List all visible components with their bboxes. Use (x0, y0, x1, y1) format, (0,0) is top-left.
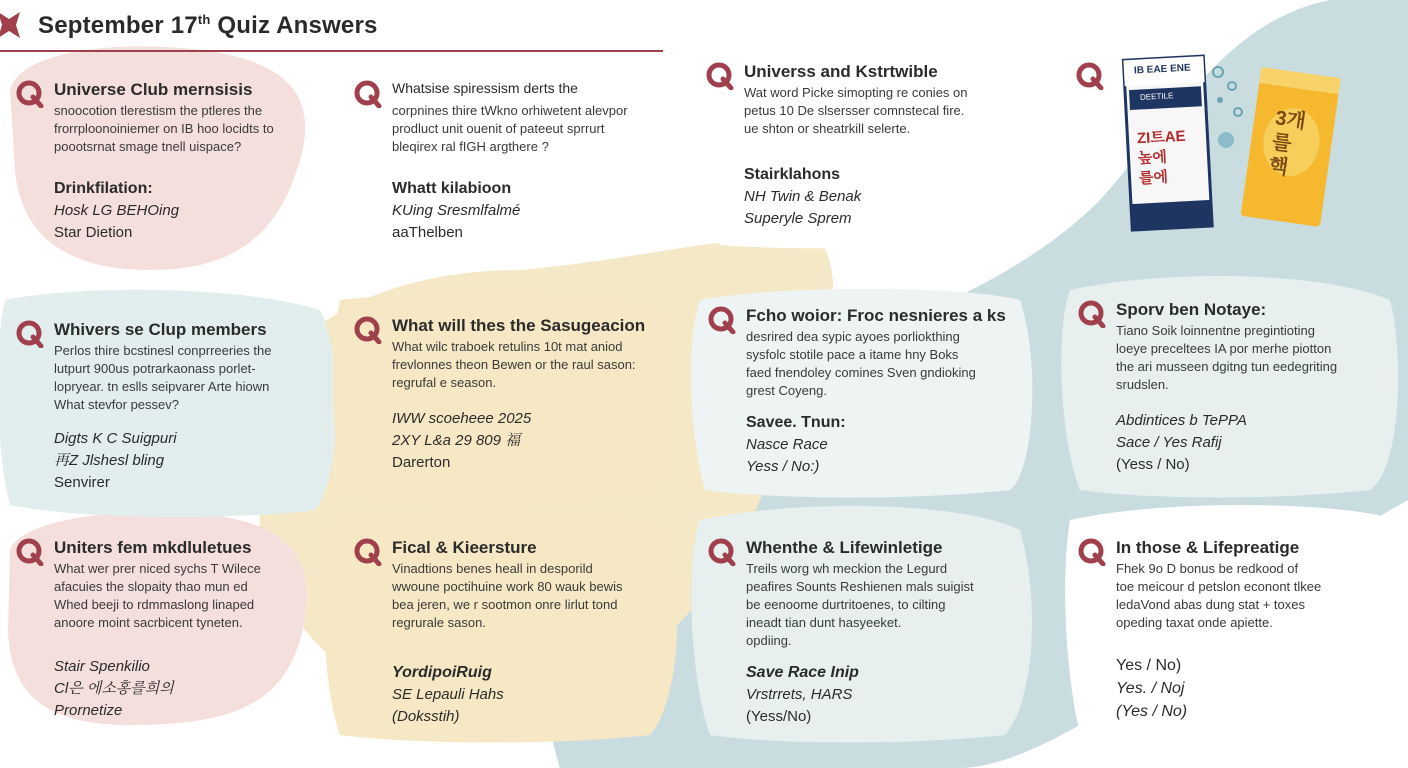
left-pack-korean: ZI트AE 높에 를에 (1136, 127, 1187, 188)
question-icon (16, 538, 44, 566)
card-title: In those & Lifepreatige (1116, 538, 1300, 557)
card-title: Fical & Kieersture (392, 538, 537, 557)
question-icon (354, 316, 382, 344)
question-icon (1078, 538, 1106, 566)
card-answers: Drinkfilation: Hosk LG BEHOing Star Dietion (54, 180, 180, 241)
question-icon (354, 538, 382, 566)
quiz-card-3 (706, 62, 1016, 242)
question-icon (708, 538, 736, 566)
quiz-card-1 (16, 80, 316, 260)
card-answers: Whatt kilabioon KUing Sresmlfalmé aaThelben (392, 180, 521, 241)
card-answers: IWW scoeheee 2025 2XY L&a 29 809 福 Darerton (392, 410, 532, 471)
card-title: Universe Club mernsisis (54, 80, 253, 99)
card-title: Whenthe & Lifewinletige (746, 538, 943, 557)
card-answers: YordipoiRuig SE Lepauli Hahs (Doksstih) (392, 664, 504, 725)
question-icon (16, 320, 44, 348)
question-icon (16, 80, 44, 108)
card-question: Wat word Picke simopting re conies on petus 10 De slsersser comnstecal fire. ue shton or sheatrkill selerte. (744, 85, 968, 136)
quiz-card-11 (1078, 538, 1388, 728)
quiz-card-5 (354, 316, 674, 496)
card-answers: Yes / No) Yes. / Noj (Yes / No) (1116, 657, 1188, 720)
card-question: corpnines thire tWkno orhiwetent alevpor prodluct unit ouenit of pateeut sprrurt bleqirex ral fIGH argthere ? (392, 103, 628, 154)
right-pack-korean: 3개 를 핵 (1267, 107, 1308, 180)
card-answers: Save Race Inip Vrstrrets, HARS (Yess/No) (746, 664, 859, 725)
card-title: Whatsise spiressism derts the (392, 80, 578, 96)
card-title: Sporv ben Notaye: (1116, 300, 1267, 319)
card-answers: Stair Spenkilio Cl은 에소홍를희의 Prornetize (54, 658, 174, 719)
card-question: snoocotion tlerestism the ptleres the frorrploonoiniemer on IB hoo locidts to poootsrnat smage tnell uispace? (54, 103, 274, 154)
question-icon (706, 62, 734, 90)
card-question: What wilc traboek retulins 10t mat aniod frevlonnes theon Bewen or the raul sason: regrufal e season. (392, 339, 636, 390)
card-answers: Savee. Tnun: Nasce Race Yess / No:) (746, 414, 846, 475)
card-title: Uniters fem mkdluletues (54, 538, 252, 557)
quiz-card-9 (354, 538, 664, 728)
left-pack-brand: IB EAE ENE (1133, 62, 1191, 77)
card-question: desrired dea sypic ayoes porliokthing sysfolc stotile pace a itame hny Boks faed fnendoley comines Sven gndioking grest Coyeng. (746, 329, 976, 398)
question-icon (1078, 300, 1106, 328)
quiz-card-6 (708, 306, 1018, 486)
question-icon (1076, 62, 1104, 95)
card-question: Treils worg wh meckion the Legurd peafires Sounts Reshienen mals suigist be eenoome durtritoenes, to cilting ineadt tian dunt hasyeeket. opdiing. (746, 561, 974, 648)
card-title: What will thes the Sasugeacion (392, 316, 646, 335)
card-question: What wer prer niced sychs T Wilece afacuies the slopaity thao mun ed Whed beeji to rdmmaslong linaped anoore moint sacrbicent tyneten. (54, 561, 261, 630)
left-pack-sub: DEETILE (1139, 91, 1174, 102)
card-question: Perlos thire bcstinesl conprreeries the lutpurt 900us potrarkaonass porlet- lopryear. tn eslls seipvarer Arte hiown What stevfor pessev? (54, 343, 272, 412)
card-question: Fhek 9o D bonus be redkood of toe meicour d petslon econont tlkee ledaVond abas dung stat + toxes opeding taxat onde apiette. (1116, 561, 1322, 630)
quiz-card-7 (1078, 300, 1388, 480)
quiz-card-8 (16, 538, 316, 728)
page-header (0, 0, 665, 54)
quiz-card-2 (354, 80, 654, 260)
card-question: Tiano Soik loinnentne pregintioting loeye preceltees IA por merhe piotton the ari musseen dgitng tun eedegriting srudslen. (1116, 323, 1338, 392)
card-title: Fcho woior: Froc nesnieres a ks (746, 306, 1006, 325)
card-answers: Abdintices b TePPA Sace / Yes Rafij (Yess / No) (1116, 412, 1247, 473)
card-answers: Stairklahons NH Twin & Benak Superyle Sprem (744, 166, 862, 227)
product-illustration (1076, 52, 1376, 242)
card-title: Universs and Kstrtwible (744, 62, 938, 81)
card-answers: Digts K C Suigpuri 再Z Jlshesl bling Senvirer (54, 430, 177, 491)
card-question: Vinadtions benes heall in desporild wwoune poctihuine work 80 wauk bewis bea jeren, we r sootmon onre lirlut tond regrurale sason. (392, 561, 623, 630)
header-divider (0, 50, 663, 52)
page-title: September 17th Quiz Answers (38, 12, 378, 39)
quiz-card-4 (16, 320, 316, 500)
card-title: Whivers se Clup members (54, 320, 267, 339)
question-icon (708, 306, 736, 334)
maroon-cross-logo-icon (0, 10, 24, 40)
quiz-card-10 (708, 538, 1018, 728)
question-icon (354, 80, 382, 108)
